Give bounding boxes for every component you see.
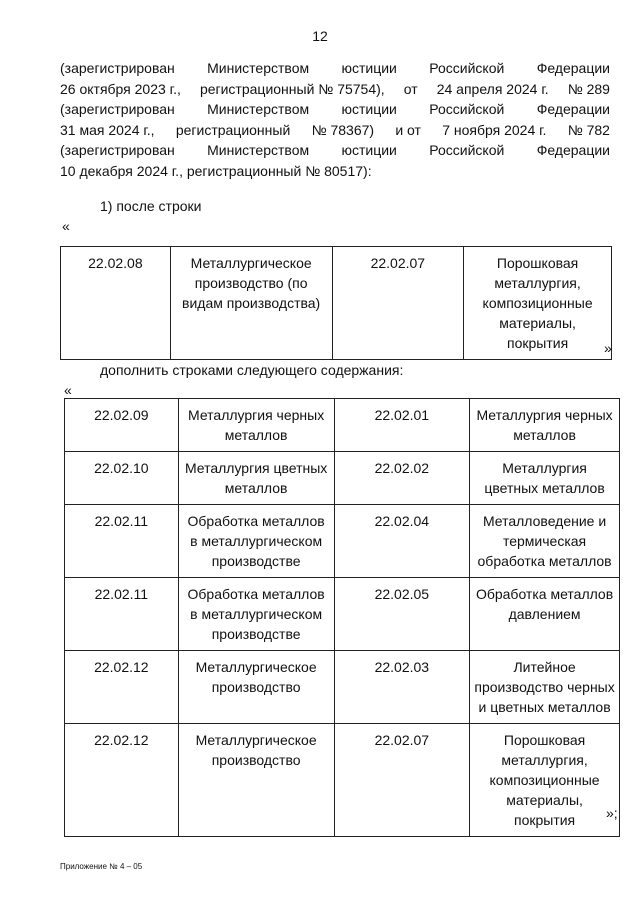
paragraph-word: Федерации [536,101,610,117]
name-cell: Металловедение и термическая обработка металлов [470,505,620,578]
paragraph-line [60,58,610,79]
name-cell: Металлургия цветных металлов [178,452,334,505]
paragraph-word: Российской [429,101,505,117]
paragraph-word: Министерством [207,101,310,117]
code-cell: 22.02.12 [65,651,179,724]
intro-text: дополнить строками следующего содержания: [100,362,404,378]
name-cell: Обработка металлов в металлургическом производстве [178,578,334,651]
name-cell: Литейное производство черных и цветных металлов [470,651,620,724]
code-cell: 22.02.10 [65,452,179,505]
close-quote-end: »; [606,805,618,821]
name-cell: Порошковая металлургия, композиционные материалы, покрытия [464,247,612,360]
code-cell: 22.02.02 [334,452,470,505]
name-cell: Металлургическое производство [178,651,334,724]
paragraph-word: юстиции [341,60,397,76]
paragraph-word: № 782 [567,121,610,138]
paragraph-line [60,99,610,120]
code-cell: 22.02.03 [334,651,470,724]
paragraph-word: № 289 [567,80,610,97]
paragraph-word: 24 апреля 2024 г. [436,80,549,97]
table-row [65,724,620,837]
paragraph-word: 7 ноября 2024 г. [442,121,547,138]
name-cell: Металлургическое производство [178,724,334,837]
paragraph-word: Министерством [207,60,310,76]
table-row [65,578,620,651]
name-cell: Металлургия черных металлов [178,399,334,452]
code-cell: 22.02.11 [65,505,179,578]
paragraph-line [60,161,610,182]
name-cell: Обработка металлов давлением [470,578,620,651]
open-quote: « [62,218,70,234]
paragraph-word: (зарегистрирован [60,142,175,158]
paragraph-word: (зарегистрирован [60,60,175,76]
close-quote: » [604,340,612,356]
code-cell: 22.02.07 [334,724,470,837]
open-quote-2: « [64,382,72,398]
paragraph-line [60,140,610,161]
item-1-label: 1) после строки [100,198,202,214]
paragraph-word: и от [395,121,421,138]
paragraph-word: юстиции [341,101,397,117]
name-cell: Металлургическое производство (по видам производства) [170,247,332,360]
paragraph-word: Федерации [536,142,610,158]
paragraph-text: 10 декабря 2024 г., регистрационный № 80517): [60,162,372,179]
code-cell: 22.02.07 [332,247,464,360]
name-cell: Металлургия цветных металлов [470,452,620,505]
paragraph-word: № 78367) [311,121,375,138]
paragraph-word: 26 октября 2023 г., [60,80,181,97]
table-row [65,505,620,578]
paragraph-word: от [403,80,418,97]
page-number: 12 [312,28,328,44]
paragraph-word: Российской [429,142,505,158]
paragraph-word: регистрационный [175,121,291,138]
code-cell: 22.02.12 [65,724,179,837]
name-cell: Обработка металлов в металлургическом производстве [178,505,334,578]
code-cell: 22.02.08 [61,247,171,360]
paragraph-word: 31 мая 2024 г., [60,121,155,138]
table-row [61,247,612,360]
paragraph-word: регистрационный № 75754), [199,80,385,97]
table-row [65,651,620,724]
paragraph-word: Российской [429,60,505,76]
paragraph-word: Министерством [207,142,310,158]
added-rows-table [64,398,620,837]
name-cell: Металлургия черных металлов [470,399,620,452]
name-cell: Порошковая металлургия, композиционные материалы, покрытия [470,724,620,837]
code-cell: 22.02.05 [334,578,470,651]
paragraph-word: Федерации [536,60,610,76]
paragraph-line [60,120,610,141]
table-row [65,452,620,505]
intro-paragraph [60,58,610,181]
original-row-table [60,246,612,360]
code-cell: 22.02.04 [334,505,470,578]
code-cell: 22.02.11 [65,578,179,651]
footer-annex: Приложение № 4 – 05 [60,862,143,871]
code-cell: 22.02.09 [65,399,179,452]
paragraph-word: (зарегистрирован [60,101,175,117]
paragraph-line [60,79,610,100]
paragraph-word: юстиции [341,142,397,158]
code-cell: 22.02.01 [334,399,470,452]
table-row [65,399,620,452]
